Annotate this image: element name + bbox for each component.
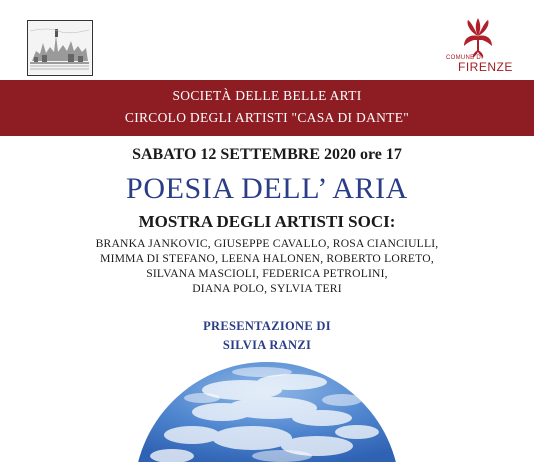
firenze-label: FIRENZE (458, 60, 513, 74)
comune-label: COMUNE DI (446, 55, 484, 61)
artists-line: SILVANA MASCIOLI, FEDERICA PETROLINI, (146, 267, 388, 280)
event-subtitle: MOSTRA DEGLI ARTISTI SOCI: (138, 212, 396, 231)
artists-list (0, 236, 534, 296)
banner-line-circle: CIRCOLO DEGLI ARTISTI "CASA DI DANTE" (124, 110, 410, 125)
presenter-name: SILVIA RANZI (222, 338, 312, 352)
city-skyline-engraving-icon (27, 20, 93, 76)
artists-line: BRANKA JANKOVIC, GIUSEPPE CAVALLO, ROSA CIANCIULLI, (95, 237, 439, 250)
event-title: POESIA DELL’ ARIA (126, 172, 408, 205)
event-date: SABATO 12 SETTEMBRE 2020 ore 17 (132, 146, 402, 163)
artists-line: MIMMA DI STEFANO, LEENA HALONEN, ROBERTO LORETO, (100, 252, 434, 265)
presentation-label: PRESENTAZIONE DI (203, 319, 331, 333)
banner-line-society: SOCIETÀ DELLE BELLE ARTI (172, 88, 362, 103)
header-banner (0, 80, 534, 136)
artists-line: DIANA POLO, SYLVIA TERI (192, 282, 342, 295)
sky-with-clouds-icon (132, 360, 402, 467)
presentation-block (0, 317, 534, 355)
